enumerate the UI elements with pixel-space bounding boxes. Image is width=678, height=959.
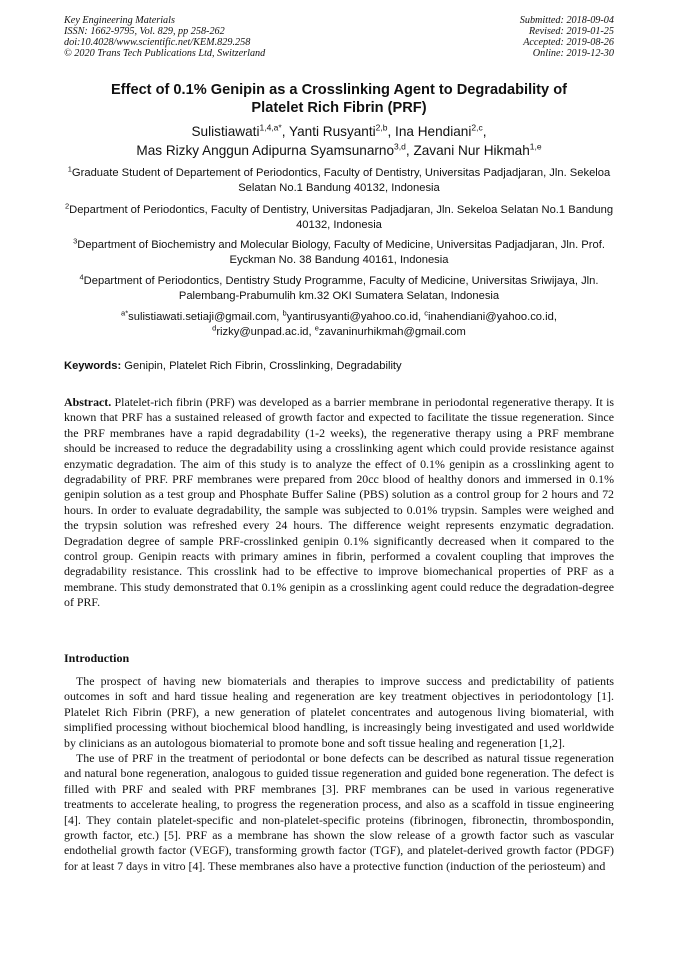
- date-accepted: Accepted: 2019-08-26: [523, 37, 614, 48]
- journal-doi[interactable]: doi:10.4028/www.scientific.net/KEM.829.258: [64, 37, 251, 48]
- date-revised: Revised: 2019-01-25: [528, 26, 614, 37]
- paper-title: [70, 81, 608, 117]
- email-list: [64, 310, 614, 340]
- journal-issn: ISSN: 1662-9795, Vol. 829, pp 258-262: [64, 26, 225, 37]
- email-address[interactable]: sulistiawati.setiaji@gmail.com,: [128, 311, 283, 323]
- journal-header: [64, 15, 614, 65]
- email-address[interactable]: inahendiani@yahoo.co.id,: [428, 311, 557, 323]
- email-line-1: [64, 310, 614, 325]
- author-affiliation-mark: 2,b: [375, 122, 388, 133]
- title-line-1: Effect of 0.1% Genipin as a Crosslinking Agent to Degradability of: [111, 82, 567, 98]
- affiliation-1: [64, 166, 614, 196]
- email-mark: d: [212, 323, 217, 333]
- introduction-paragraph-2: The use of PRF in the treatment of periodontal or bone defects can be described as natural tissue regeneration and natural bone regeneration, analogous to guided tissue regeneration and guided bone regeneration. The defect is filled with PRF and sealed with PRF membranes [3]. PRF membranes can be used in various regenerative treatments to accelerate healing, to progress the regeneration process, and also as a scaffold in tissue engineering [4]. They contain platelet-specific and non-platelet-specific proteins (fibrinogen, fibronectin, thrombospondin, growth factor, etc.) [5]. PRF as a membrane has shown the slow release of a growth factor such as vascular endothelial growth factor (VEGF), transforming growth factor (TGF), and platelet-derived growth factor (PDGF) for at least 7 days in vitro [4]. These membranes also have a protective function (induction of the periosteum) and: [64, 751, 614, 873]
- introduction-body: [64, 674, 614, 874]
- affiliation-number: 1: [67, 164, 72, 174]
- affiliation-text: Department of Periodontics, Faculty of Dentistry, Universitas Padjadjaran, Jln. Sekeloa Selatan No.1 Bandung 40132, Indonesia: [69, 204, 614, 231]
- abstract-section: [64, 395, 614, 611]
- affiliation-number: 3: [73, 236, 78, 246]
- author-affiliation-mark: 3,d: [394, 140, 406, 151]
- date-online: Online: 2019-12-30: [532, 48, 614, 59]
- author-affiliation-mark: 1,e: [529, 140, 542, 151]
- email-mark: c: [424, 308, 429, 318]
- author-name: Ina Hendiani: [395, 124, 472, 139]
- journal-info: [64, 15, 265, 59]
- author-affiliation-mark: 1,4,a*: [259, 122, 282, 133]
- author-line-1: Sulistiawati$^{1,4,a*}$, Yanti Rusyanti$^{2,b}$, Ina Hendiani$^{2,c}$,: [191, 122, 487, 139]
- email-address[interactable]: rizky@unpad.ac.id,: [216, 326, 315, 338]
- publication-dates: [520, 15, 614, 59]
- abstract-text: Platelet-rich fibrin (PRF) was developed as a barrier membrane in periodontal regenerative therapy. It is known that PRF has a sustained released of growth factor and expected to facilitate the tissue regeneration. Since the PRF membranes have a rapid degradability (1-2 weeks), the regenerative therapy using a PRF membrane should be increased to reduce the degradability using a crosslinking agent which could provide resistance against enzymatic degradation. The aim of this study is to analyze the effect of 0.1% genipin as a crosslinking agent to degradability of PRF. PRF membranes were prepared from 20cc blood of healthy donors and immersed in 0.1% genipin solution as a test group and Phosphate Buffer Saline (PBS) solution as a control group for 2 hours and 72 hours. In order to evaluate degradability, the sample was subjected to 0.01% trypsin. Samples were weighed and the trypsin solution was refreshed every 24 hours. The difference weight represents enzymatic degradation. Degradation degree of sample PRF-crosslinked genipin 0.1% significantly decreased when it compared to the control group. Genipin reacts with primary amines in fibrin, performed a covalent coupling that improves the degradability resistance. This crosslink had to be effective to improve biomechanical properties of PRF as a membrane. This study demonstrated that 0.1% genipin as a crosslinking agent could reduce the degradation-degree of PRF.: [64, 395, 614, 610]
- author-name: Mas Rizky Anggun Adipurna Syamsunarno: [136, 142, 395, 158]
- author-name: Sulistiawati: [191, 124, 260, 139]
- email-mark: b: [282, 308, 287, 318]
- email-mark: a*: [121, 308, 129, 318]
- author-name: Zavani Nur Hikmah: [413, 142, 530, 158]
- title-line-2: Platelet Rich Fibrin (PRF): [251, 100, 427, 116]
- introduction-heading: Introduction: [64, 651, 130, 665]
- journal-name: Key Engineering Materials: [64, 15, 175, 26]
- email-line-2: [64, 325, 614, 340]
- email-address[interactable]: zavaninurhikmah@gmail.com: [318, 326, 466, 338]
- date-submitted: Submitted: 2018-09-04: [519, 15, 614, 26]
- affiliation-text: Graduate Student of Departement of Periodontics, Faculty of Dentistry, Universitas Padjadjaran, Jln. Sekeloa Selatan No.1 Bandung 40132, Indonesia: [71, 167, 611, 194]
- affiliation-3: [64, 238, 614, 268]
- keywords-label: Keywords:: [64, 360, 122, 372]
- keywords-text: Genipin, Platelet Rich Fibrin, Crosslinking, Degradability: [121, 360, 402, 372]
- affiliation-number: 2: [64, 201, 70, 211]
- introduction-paragraph-1: The prospect of having new biomaterials and therapies to improve success and predictability of patients outcomes in soft and hard tissue healing and regeneration are key treatment objectives in periodontology [1]. Platelet Rich Fibrin (PRF), a new generation of platelet concentrates and autogenous living biomaterial, with simplified processing without biochemical blood handling, is increasingly being investigated and used worldwide by clinicians as an autologous biomaterial to promote bone and soft tissue healing and regeneration [1,2].: [64, 674, 614, 750]
- email-mark: e: [314, 323, 319, 333]
- affiliation-number: 4: [79, 272, 84, 282]
- affiliation-4: [64, 274, 614, 304]
- abstract-label: Abstract.: [64, 395, 112, 409]
- keywords-section: [64, 359, 614, 374]
- journal-copyright: © 2020 Trans Tech Publications Ltd, Switzerland: [64, 48, 266, 59]
- author-affiliation-mark: 2,c: [471, 122, 483, 133]
- affiliation-text: Department of Biochemistry and Molecular Biology, Faculty of Medicine, Universitas Padjadjaran, Jln. Prof. Eyckman No. 38 Bandung 40161, Indonesia: [77, 239, 605, 266]
- author-name: Yanti Rusyanti: [289, 124, 376, 139]
- email-address[interactable]: yantirusyanti@yahoo.co.id,: [286, 311, 425, 323]
- author-line-2: Mas Rizky Anggun Adipurna Syamsunarno$^{3,d}$, Zavani Nur Hikmah$^{1,e}$: [136, 140, 542, 158]
- affiliation-2: [64, 203, 614, 233]
- author-list: [40, 123, 638, 160]
- affiliation-text: Department of Periodontics, Dentistry Study Programme, Faculty of Medicine, Universitas Sriwijaya, Jln. Palembang-Prabumulih km.32 OKI Sumatera Selatan, Indonesia: [83, 275, 599, 302]
